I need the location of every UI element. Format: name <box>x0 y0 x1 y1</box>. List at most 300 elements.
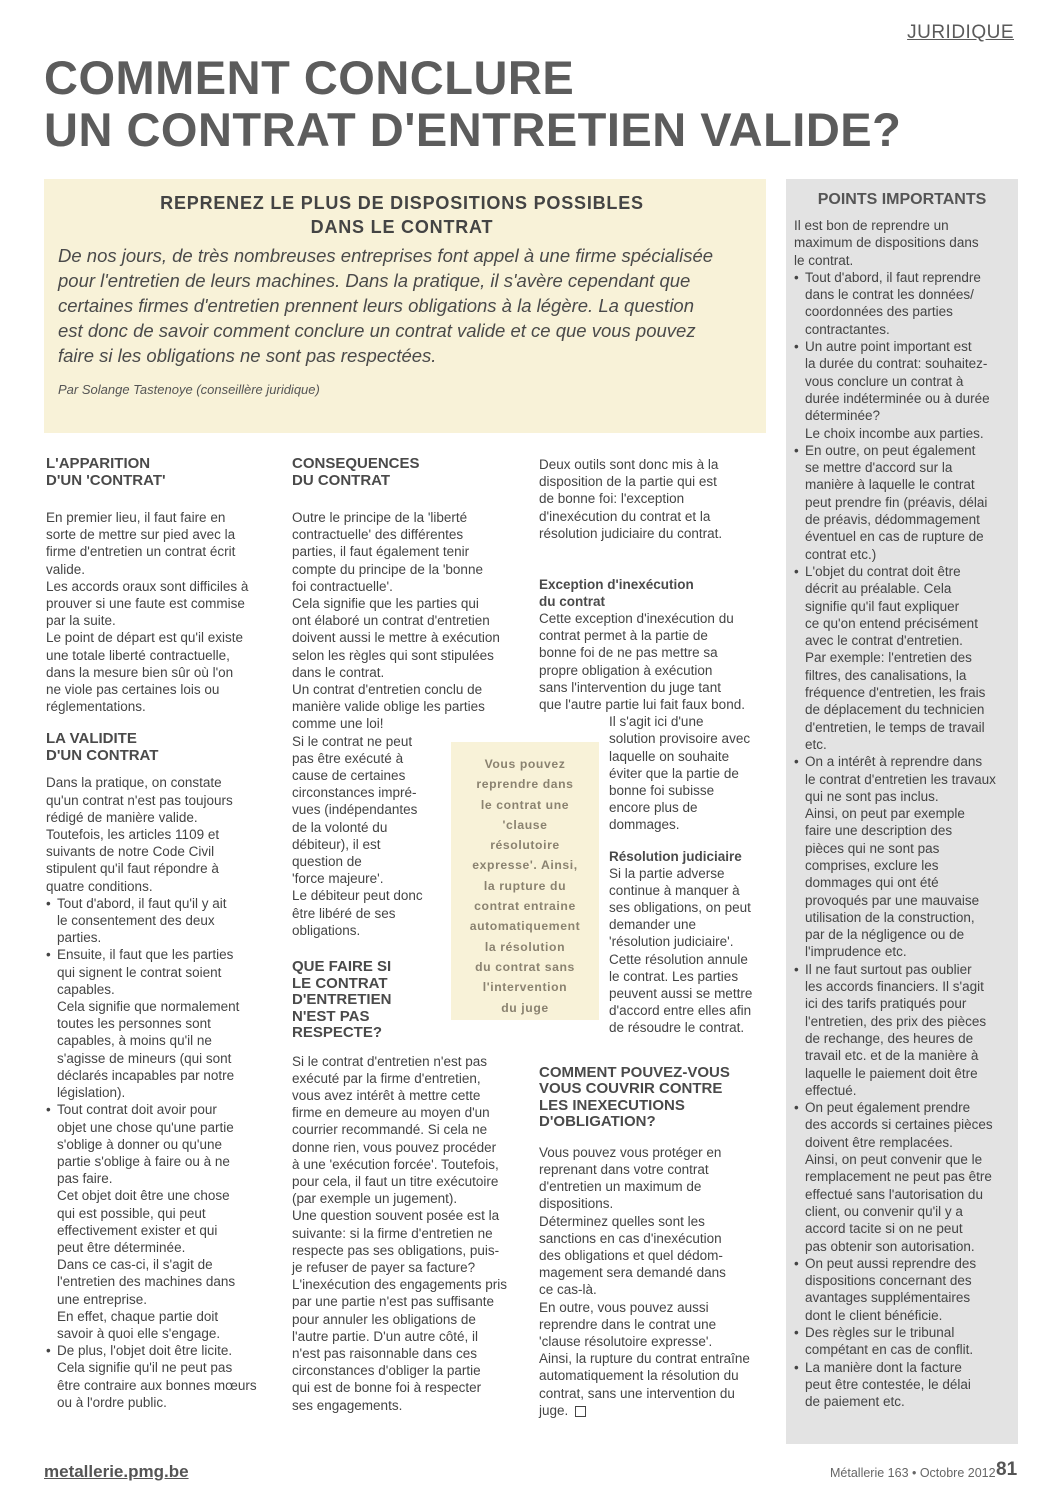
bullet-line: capables, à moins qu'il ne <box>57 1033 212 1049</box>
bullet-line: • Ensuite, il faut que les parties <box>46 947 234 963</box>
pull-quote-line: automatiquement <box>469 919 581 934</box>
paragraph-line: donne rien, vous pouvez procéder <box>292 1139 497 1155</box>
paragraph-line: par la suite. <box>46 613 116 629</box>
col1-heading-1 <box>46 456 268 489</box>
sidebar-item-line: effectué. <box>805 1082 857 1098</box>
sidebar-item-line: • Un autre point important est <box>794 339 972 355</box>
paragraph-line: demander une <box>609 917 697 933</box>
sidebar-item-line: fréquence d'entretien, les frais <box>805 685 986 701</box>
paragraph-line: vues (indépendantes <box>292 802 418 818</box>
paragraph-line: selon les règles qui sont stipulées <box>292 647 494 663</box>
paragraph-line: une totale liberté contractuelle, <box>46 647 230 663</box>
sidebar-points-importants <box>786 179 1018 1444</box>
col2-paragraph-3 <box>292 1053 522 1414</box>
paragraph-line: obligations. <box>292 922 361 938</box>
paragraph-line: contrat permet à la partie de <box>539 628 708 644</box>
sidebar-item-line: faire une description des <box>805 823 953 839</box>
paragraph-line: Cette résolution annule <box>609 951 748 967</box>
paragraph-line: de la volonté du <box>292 819 388 835</box>
sidebar-item-line: par de la négligence ou de <box>805 927 965 943</box>
paragraph-line: résolution judiciaire du contrat. <box>539 525 723 541</box>
bullet-line: toutes les personnes sont <box>57 1016 211 1032</box>
byline: Par Solange Tastenoye (conseillère juridique) <box>58 382 320 397</box>
intro-box <box>44 179 766 433</box>
bullet-line: une entreprise. <box>57 1291 148 1307</box>
bullet-line: qui signent le contrat soient <box>57 964 222 980</box>
heading-line: DU CONTRAT <box>292 471 391 489</box>
paragraph-line: sorte de mettre sur pied avec la <box>46 527 236 543</box>
bullet-icon: • <box>46 895 51 911</box>
heading-line: LA VALIDITE <box>46 730 137 748</box>
sidebar-item-line: • On peut aussi reprendre des <box>794 1255 977 1271</box>
sidebar-item-line: • On a intérêt à reprendre dans <box>794 754 983 770</box>
sidebar-item-line: de paiement etc. <box>805 1394 905 1410</box>
paragraph-line: dans la mesure bien sûr où l'on <box>46 664 234 680</box>
paragraph-line: 'force majeure'. <box>292 871 384 887</box>
intro-heading-line: REPRENEZ LE PLUS DE DISPOSITIONS POSSIBLES <box>160 193 644 213</box>
paragraph-line: juge. <box>539 1402 771 1419</box>
bullet-line: s'oblige à donner ou qu'une <box>57 1136 223 1152</box>
paragraph-line: Cette exception d'inexécution du <box>539 611 734 627</box>
paragraph-line: manière valide oblige les parties <box>292 699 485 715</box>
sidebar-item-line: • La manière dont la facture <box>794 1359 962 1375</box>
title-line: UN CONTRAT D'ENTRETIEN VALIDE? <box>44 103 902 156</box>
sidebar-item-line: doivent être remplacées. <box>805 1134 953 1150</box>
paragraph-line: ont élaboré un contrat d'entretien <box>292 613 490 629</box>
paragraph-line: que l'autre partie lui fait faux bond. <box>539 697 745 713</box>
paragraph-line: contractuelle' des différentes <box>292 527 464 543</box>
paragraph-line: éviter que la partie de <box>609 765 739 781</box>
sidebar-item-line: Ainsi, on peut convenir que le <box>805 1152 983 1168</box>
paragraph-line: comme une loi! <box>292 716 384 732</box>
col2-paragraph-1 <box>292 509 522 733</box>
paragraph-line: Toutefois, les articles 1109 et <box>46 827 220 843</box>
paragraph-line: qu'un contrat n'est pas toujours <box>46 792 233 808</box>
paragraph-line: qui est de bonne foi à respecter <box>292 1380 482 1396</box>
paragraph-line: pour annuler les obligations de <box>292 1311 476 1327</box>
sidebar-item-line: utilisation de la construction, <box>805 909 975 925</box>
col1-heading-2 <box>46 731 268 764</box>
col1-bullet-1 <box>46 895 268 947</box>
sidebar-intro-line: Il est bon de reprendre un <box>794 218 949 233</box>
paragraph-line: propre obligation à exécution <box>539 662 713 678</box>
article-title <box>44 52 901 156</box>
paragraph-line: ce cas-là. <box>539 1282 597 1298</box>
paragraph-line: firme d'entretien un contrat écrit <box>46 544 236 560</box>
sidebar-list-item <box>794 1099 1010 1255</box>
intro-heading <box>58 191 746 239</box>
paragraph-line: dispositions. <box>539 1196 614 1212</box>
pull-quote-line: résolutoire <box>490 838 560 853</box>
bullet-line: le consentement des deux <box>57 913 215 929</box>
bullet-icon: • <box>794 961 799 977</box>
bullet-icon: • <box>46 1343 51 1359</box>
sidebar-item-line: accord tacite si on ne peut <box>805 1221 963 1237</box>
bullet-icon: • <box>794 339 799 355</box>
paragraph-line: L'inexécution des engagements pris <box>292 1277 507 1293</box>
sidebar-item-line: peut prendre fin (préavis, délai <box>805 494 988 510</box>
paragraph-line: bonne foi de ne pas mettre sa <box>539 645 718 661</box>
bullet-line: qui est possible, qui peut <box>57 1205 206 1221</box>
paragraph-line: reprendre dans le contrat une <box>539 1316 717 1332</box>
sidebar-item-line: de déplacement du technicien <box>805 702 985 718</box>
sidebar-list-item <box>794 753 1010 961</box>
sidebar-item-line: • L'objet du contrat doit être <box>794 563 961 579</box>
sidebar-heading: POINTS IMPORTANTS <box>817 191 987 208</box>
sidebar-item-line: contractantes. <box>805 321 890 337</box>
col3-subheading-1 <box>539 576 771 610</box>
paragraph-line: Le débiteur peut donc <box>292 888 423 904</box>
heading-line: D'UN CONTRAT <box>46 746 159 764</box>
paragraph-line: sanctions en cas d'inexécution <box>539 1230 722 1246</box>
paragraph-line: d'accord entre elles afin <box>609 1003 752 1019</box>
bullet-line: pas faire. <box>57 1171 113 1187</box>
sidebar-item-line: remplacement ne peut pas être <box>805 1169 992 1185</box>
paragraph-line: le contrat. Les parties <box>609 968 739 984</box>
pull-quote-line: du juge <box>501 1000 549 1015</box>
sidebar-item-line: provoqués par une mauvaise <box>805 892 980 908</box>
paragraph-line: solution provisoire avec <box>609 731 751 747</box>
sidebar-item-line: éventuel en cas de rupture de <box>805 529 984 545</box>
footer-url-link[interactable]: metallerie.pmg.be <box>44 1462 189 1481</box>
heading-line: CONSEQUENCES <box>292 455 420 472</box>
heading-line: RESPECTE? <box>292 1024 383 1042</box>
sidebar-item-line: Le choix incombe aux parties. <box>805 425 984 441</box>
sidebar-item-line: Par exemple: l'entretien des <box>805 650 972 666</box>
paragraph-line: En premier lieu, il faut faire en <box>46 510 226 525</box>
sidebar-item-line: de préavis, dédommagement <box>805 512 980 528</box>
sidebar-item-line: travail etc. et de la manière à <box>805 1048 979 1064</box>
bullet-icon: • <box>46 947 51 963</box>
paragraph-line: d'entretien un maximum de <box>539 1179 702 1195</box>
paragraph-line: de résoudre le contrat. <box>609 1020 745 1036</box>
subheading-line: Exception d'inexécution <box>539 577 694 593</box>
paragraph-line: de bonne foi: l'exception <box>539 491 685 507</box>
sidebar-item-line: client, ou convenir qu'il y a <box>805 1203 963 1219</box>
sidebar-item-line: qui ne sont pas inclus. <box>805 788 939 804</box>
col1-bullet-4 <box>46 1342 268 1411</box>
sidebar-list-item <box>794 269 1010 338</box>
bullet-line: parties. <box>57 930 102 946</box>
paragraph-line: ses obligations, on peut <box>609 900 751 916</box>
paragraph-line: laquelle on souhaite <box>609 748 730 764</box>
paragraph-line: Deux outils sont donc mis à la <box>539 457 719 472</box>
paragraph-line: parties, il faut également tenir <box>292 544 470 560</box>
bullet-line: objet une chose qu'une partie <box>57 1119 234 1135</box>
heading-line: LE CONTRAT <box>292 974 388 992</box>
sidebar-list-item <box>794 563 1010 753</box>
intro-text <box>58 243 746 368</box>
paragraph-line: respecte pas ses obligations, puis- <box>292 1242 500 1258</box>
bullet-icon: • <box>794 442 799 458</box>
heading-line: L'APPARITION <box>46 455 151 472</box>
col1-paragraph-2 <box>46 774 268 894</box>
col2-heading-1 <box>292 456 522 489</box>
bullet-line: savoir à quoi elle s'engage. <box>57 1325 221 1341</box>
paragraph-line: contrat, sans une intervention du <box>539 1385 735 1401</box>
sidebar-item-line: • On peut également prendre <box>794 1100 971 1116</box>
paragraph-line: doivent aussi le mettre à exécution <box>292 630 500 646</box>
paragraph-line: des obligations et quel dédom- <box>539 1247 723 1263</box>
paragraph-line: magement sera demandé dans <box>539 1265 726 1281</box>
bullet-line: Cela signifie qu'il ne peut pas <box>57 1360 233 1376</box>
sidebar-intro-line: maximum de dispositions dans <box>794 235 979 251</box>
pull-quote-line: reprendre dans <box>476 777 574 792</box>
sidebar-item-line: dommages qui ont été <box>805 875 939 891</box>
bullet-line: En effet, chaque partie doit <box>57 1308 219 1324</box>
col1-bullet-3 <box>46 1101 268 1342</box>
sidebar-item-line: dont le client bénéficie. <box>805 1307 943 1323</box>
bullet-line: législation). <box>57 1085 126 1101</box>
sidebar-item-line: • Tout d'abord, il faut reprendre <box>794 269 981 285</box>
paragraph-line: sans l'intervention du juge tant <box>539 679 721 695</box>
bullet-line: • De plus, l'objet doit être licite. <box>46 1343 233 1359</box>
heading-line: VOUS COUVRIR CONTRE <box>539 1080 723 1098</box>
bullet-line: effectivement exister et qui <box>57 1222 218 1238</box>
bullet-icon: • <box>794 1255 799 1271</box>
paragraph-line: Cela signifie que les parties qui <box>292 596 479 612</box>
paragraph-line: circonstances impré- <box>292 785 417 801</box>
paragraph-line: Si la partie adverse <box>609 865 725 881</box>
paragraph-line: ses engagements. <box>292 1397 403 1413</box>
sidebar-item-line: avantages supplémentaires <box>805 1290 971 1306</box>
bullet-icon: • <box>794 1100 799 1116</box>
paragraph-line: suivants de notre Code Civil <box>46 844 215 860</box>
sidebar-item-line: pas obtenir son autorisation. <box>805 1238 975 1254</box>
paragraph-line: pour cela, il faut un titre exécutoire <box>292 1174 499 1189</box>
bullet-line: • Tout contrat doit avoir pour <box>46 1102 217 1118</box>
sidebar-item-line: etc. <box>805 736 827 752</box>
bullet-line: Dans ce cas-ci, il s'agit de <box>57 1257 213 1273</box>
pull-quote-line: contrat entraine <box>474 899 576 914</box>
bullet-line: Cet objet doit être une chose <box>57 1188 230 1204</box>
intro-heading-line: DANS LE CONTRAT <box>310 217 494 237</box>
sidebar-item-line: déterminée? <box>805 408 881 424</box>
sidebar-item-line: dispositions concernant des <box>805 1273 972 1289</box>
paragraph-line: peuvent aussi se mettre <box>609 986 753 1002</box>
paragraph-line: suivante: si la firme d'entretien ne <box>292 1225 493 1241</box>
sidebar-list-item <box>794 338 1010 442</box>
paragraph-line: ne viole pas certaines lois ou <box>46 682 220 698</box>
paragraph-line: En outre, vous pouvez aussi <box>539 1299 709 1315</box>
sidebar-item-line: ce qu'on entend précisément <box>805 615 978 631</box>
sidebar-list-item <box>794 442 1010 563</box>
sidebar-item-line: dans le contrat les données/ <box>805 287 974 303</box>
paragraph-line: valide. <box>46 561 86 577</box>
bullet-icon: • <box>794 1325 799 1340</box>
paragraph-line: Un contrat d'entretien conclu de <box>292 682 483 698</box>
paragraph-line: Vous pouvez vous protéger en <box>539 1144 722 1160</box>
paragraph-line: prouver si une faute est commise <box>46 596 245 612</box>
bullet-line: capables. <box>57 981 115 997</box>
sidebar-list-item <box>794 961 1010 1099</box>
sidebar-item-line: • Des règles sur le tribunal <box>794 1325 955 1340</box>
col3-heading-1 <box>539 1065 771 1131</box>
paragraph-line: reprenant dans votre contrat <box>539 1161 709 1177</box>
subheading-line: du contrat <box>539 594 605 610</box>
sidebar-item-line: pièces qui ne sont pas <box>805 840 940 856</box>
heading-line: QUE FAIRE SI <box>292 958 392 976</box>
intro-line: est donc de savoir comment conclure un contrat valide et ce que vous pouvez <box>58 320 696 341</box>
col3-paragraph-1 <box>539 456 771 542</box>
sidebar-item-line: des accords si certaines pièces <box>805 1117 993 1133</box>
paragraph-line: stipulent qu'il faut répondre à <box>46 861 219 877</box>
sidebar-item-line: les accords financiers. Il s'agit <box>805 979 984 995</box>
paragraph-line: dommages. <box>609 817 680 833</box>
paragraph-line: pas être exécuté à <box>292 750 404 766</box>
paragraph-line: Il s'agit ici d'une <box>609 714 704 730</box>
pull-quote-line: le contrat une <box>480 797 570 812</box>
heading-line: D'UN 'CONTRAT' <box>46 471 166 489</box>
sidebar-item-line: l'entretien, des prix des pièces <box>805 1013 987 1029</box>
sidebar-item-line: d'entretien, le temps de travail <box>805 719 985 735</box>
sidebar-item-line: laquelle le paiement doit être <box>805 1065 978 1081</box>
paragraph-line: dans le contrat. <box>292 664 385 680</box>
paragraph-line: Les accords oraux sont difficiles à <box>46 578 249 594</box>
intro-line: pour l'entretien de leurs machines. Dans la pratique, il s'avère cependant que <box>58 270 691 291</box>
end-of-article-icon <box>575 1406 586 1417</box>
column-1 <box>46 456 268 1411</box>
bullet-line: l'entretien des machines dans <box>57 1274 236 1290</box>
col3-subheading-2: Résolution judiciaire <box>609 848 742 864</box>
sidebar-item-line: ici des tarifs pratiqués pour <box>805 996 967 1012</box>
paragraph-line: exécuté par la firme d'entretien, <box>292 1070 481 1086</box>
paragraph-line: d'inexécution du contrat et la <box>539 508 711 524</box>
pull-quote-line: 'clause <box>502 817 548 832</box>
paragraph-line: réglementations. <box>46 699 146 715</box>
sidebar-item-line: durée indéterminée ou à durée <box>805 390 990 406</box>
paragraph-line: firme en demeure au moyen d'un <box>292 1105 490 1121</box>
paragraph-line: foi contractuelle'. <box>292 578 393 594</box>
paragraph-line: courrier recommandé. Si cela ne <box>292 1122 488 1138</box>
sidebar-list-item <box>794 1359 1010 1411</box>
heading-line: N'EST PAS <box>292 1007 370 1025</box>
heading-line: D'OBLIGATION? <box>539 1113 656 1131</box>
pull-quote-line: la rupture du <box>483 878 567 893</box>
sidebar-item-line: peut être contestée, le délai <box>805 1376 971 1392</box>
paragraph-line: circonstances d'obliger la partie <box>292 1363 481 1379</box>
paragraph-line: Dans la pratique, on constate <box>46 775 222 791</box>
paragraph-line: Le point de départ est qu'il existe <box>46 630 243 646</box>
paragraph-line: débiteur), il est <box>292 836 381 852</box>
intro-line: De nos jours, de très nombreuses entreprises font appel à une firme spécialisée <box>58 245 714 266</box>
bullet-line: • Tout d'abord, il faut qu'il y ait <box>46 895 227 911</box>
intro-line: faire si les obligations ne sont pas respectées. <box>58 345 437 366</box>
bullet-line: partie s'oblige à faire ou à ne <box>57 1153 230 1169</box>
sidebar-body <box>794 217 1010 1410</box>
sidebar-item-line: décrit au préalable. Cela <box>805 581 952 597</box>
paragraph-line: n'est pas raisonnable dans ces <box>292 1346 477 1362</box>
sidebar-item-line: signifie qu'il faut expliquer <box>805 598 960 614</box>
sidebar-item-line: comprises, exclure les <box>805 857 939 873</box>
paragraph-line: à une 'exécution forcée'. Toutefois, <box>292 1156 499 1172</box>
paragraph-line: 'clause résolutoire expresse'. <box>539 1333 713 1349</box>
sidebar-item-line: • En outre, on peut également <box>794 442 976 458</box>
paragraph-line: rédigé de manière valide. <box>46 809 198 825</box>
paragraph-line: encore plus de <box>609 800 698 816</box>
bullet-line: déclarés incapables par notre <box>57 1067 235 1083</box>
sidebar-item-line: contrat etc.) <box>805 546 877 562</box>
paragraph-line: continue à manquer à <box>609 882 740 898</box>
paragraph-line: bonne foi subisse <box>609 783 715 799</box>
section-tag: JURIDIQUE <box>907 22 1014 43</box>
bullet-line: peut être déterminée. <box>57 1239 186 1255</box>
sidebar-item-line: Ainsi, on peut par exemple <box>805 806 965 822</box>
sidebar-item-line: de rechange, des heures de <box>805 1030 974 1046</box>
page-number: 81 <box>996 1459 1018 1480</box>
bullet-icon: • <box>794 269 799 285</box>
sidebar-item-line: le contrat d'entretien les travaux <box>805 771 996 787</box>
sidebar-item-line: vous conclure un contrat à <box>805 373 964 389</box>
paragraph-line: Déterminez quelles sont les <box>539 1213 705 1229</box>
col3-paragraph-2 <box>539 610 771 713</box>
sidebar-item-line: filtres, des canalisations, la <box>805 667 967 683</box>
col1-paragraph-1 <box>46 509 268 715</box>
paragraph-line: l'autre partie. D'un autre côté, il <box>292 1328 479 1344</box>
paragraph-line: quatre conditions. <box>46 878 153 894</box>
paragraph-line: Si le contrat ne peut <box>292 733 413 749</box>
bullet-icon: • <box>794 563 799 579</box>
paragraph-line: Outre le principe de la 'liberté <box>292 510 468 525</box>
col1-bullet-2 <box>46 946 268 1101</box>
heading-line: D'ENTRETIEN <box>292 991 392 1009</box>
paragraph-line: Une question souvent posée est la <box>292 1208 500 1224</box>
paragraph-line: compte du principe de la 'bonne <box>292 561 483 577</box>
pull-quote <box>451 742 599 1020</box>
sidebar-list-item <box>794 1324 1010 1359</box>
sidebar-item-line: manière à laquelle le contrat <box>805 477 975 493</box>
paragraph-line: être libéré de ses <box>292 905 396 921</box>
paragraph-line: je refuser de payer sa facture? <box>292 1260 476 1276</box>
bullet-line: ou à l'ordre public. <box>57 1394 167 1410</box>
pull-quote-line: la résolution <box>484 939 566 954</box>
sidebar-list-item <box>794 1255 1010 1324</box>
paragraph-line: cause de certaines <box>292 768 406 784</box>
heading-line: COMMENT POUVEZ-VOUS <box>539 1063 730 1081</box>
bullet-line: être contraire aux bonnes mœurs <box>57 1377 257 1393</box>
sidebar-item-line: • Il ne faut surtout pas oublier <box>794 961 972 977</box>
bullet-line: Cela signifie que normalement <box>57 999 240 1015</box>
paragraph-line: Ainsi, la rupture du contrat entraîne <box>539 1351 750 1367</box>
sidebar-item-line: avec le contrat d'entretien. <box>805 633 963 649</box>
paragraph-line: par une partie n'est pas suffisante <box>292 1294 494 1310</box>
sidebar-item-line: se mettre d'accord sur la <box>805 460 953 476</box>
paragraph-line: vous avez intérêt à mettre cette <box>292 1087 481 1103</box>
bullet-icon: • <box>46 1102 51 1118</box>
paragraph-line: automatiquement la résolution du <box>539 1368 739 1384</box>
sidebar-intro-line: le contrat. <box>794 252 854 268</box>
paragraph-line: (par exemple un jugement). <box>292 1191 458 1207</box>
paragraph-line: question de <box>292 854 362 870</box>
heading-line: LES INEXECUTIONS <box>539 1096 685 1114</box>
sidebar-item-line: la durée du contrat: souhaitez- <box>805 356 988 372</box>
sidebar-item-line: l'imprudence etc. <box>805 944 907 960</box>
intro-line: certaines firmes d'entretien prennent leurs obligations à la légère. La question <box>58 295 695 316</box>
sidebar-item-line: effectué sans l'autorisation du <box>805 1186 983 1202</box>
pull-quote-line: du contrat sans <box>475 959 575 974</box>
paragraph-line: disposition de la partie qui est <box>539 474 717 490</box>
bullet-line: s'agisse de mineurs (qui sont <box>57 1050 232 1066</box>
bullet-icon: • <box>794 1359 799 1375</box>
paragraph-line: Si le contrat d'entretien n'est pas <box>292 1053 488 1069</box>
col3-paragraph-5 <box>539 1144 771 1419</box>
footer-issue: Métallerie 163 • Octobre 2012 <box>830 1466 996 1480</box>
sidebar-item-line: coordonnées des parties <box>805 304 953 320</box>
pull-quote-line: l'intervention <box>482 980 568 995</box>
bullet-icon: • <box>794 754 799 770</box>
sidebar-item-line: compétant en cas de conflit. <box>805 1342 974 1358</box>
pull-quote-line: expresse'. Ainsi, <box>472 858 578 873</box>
